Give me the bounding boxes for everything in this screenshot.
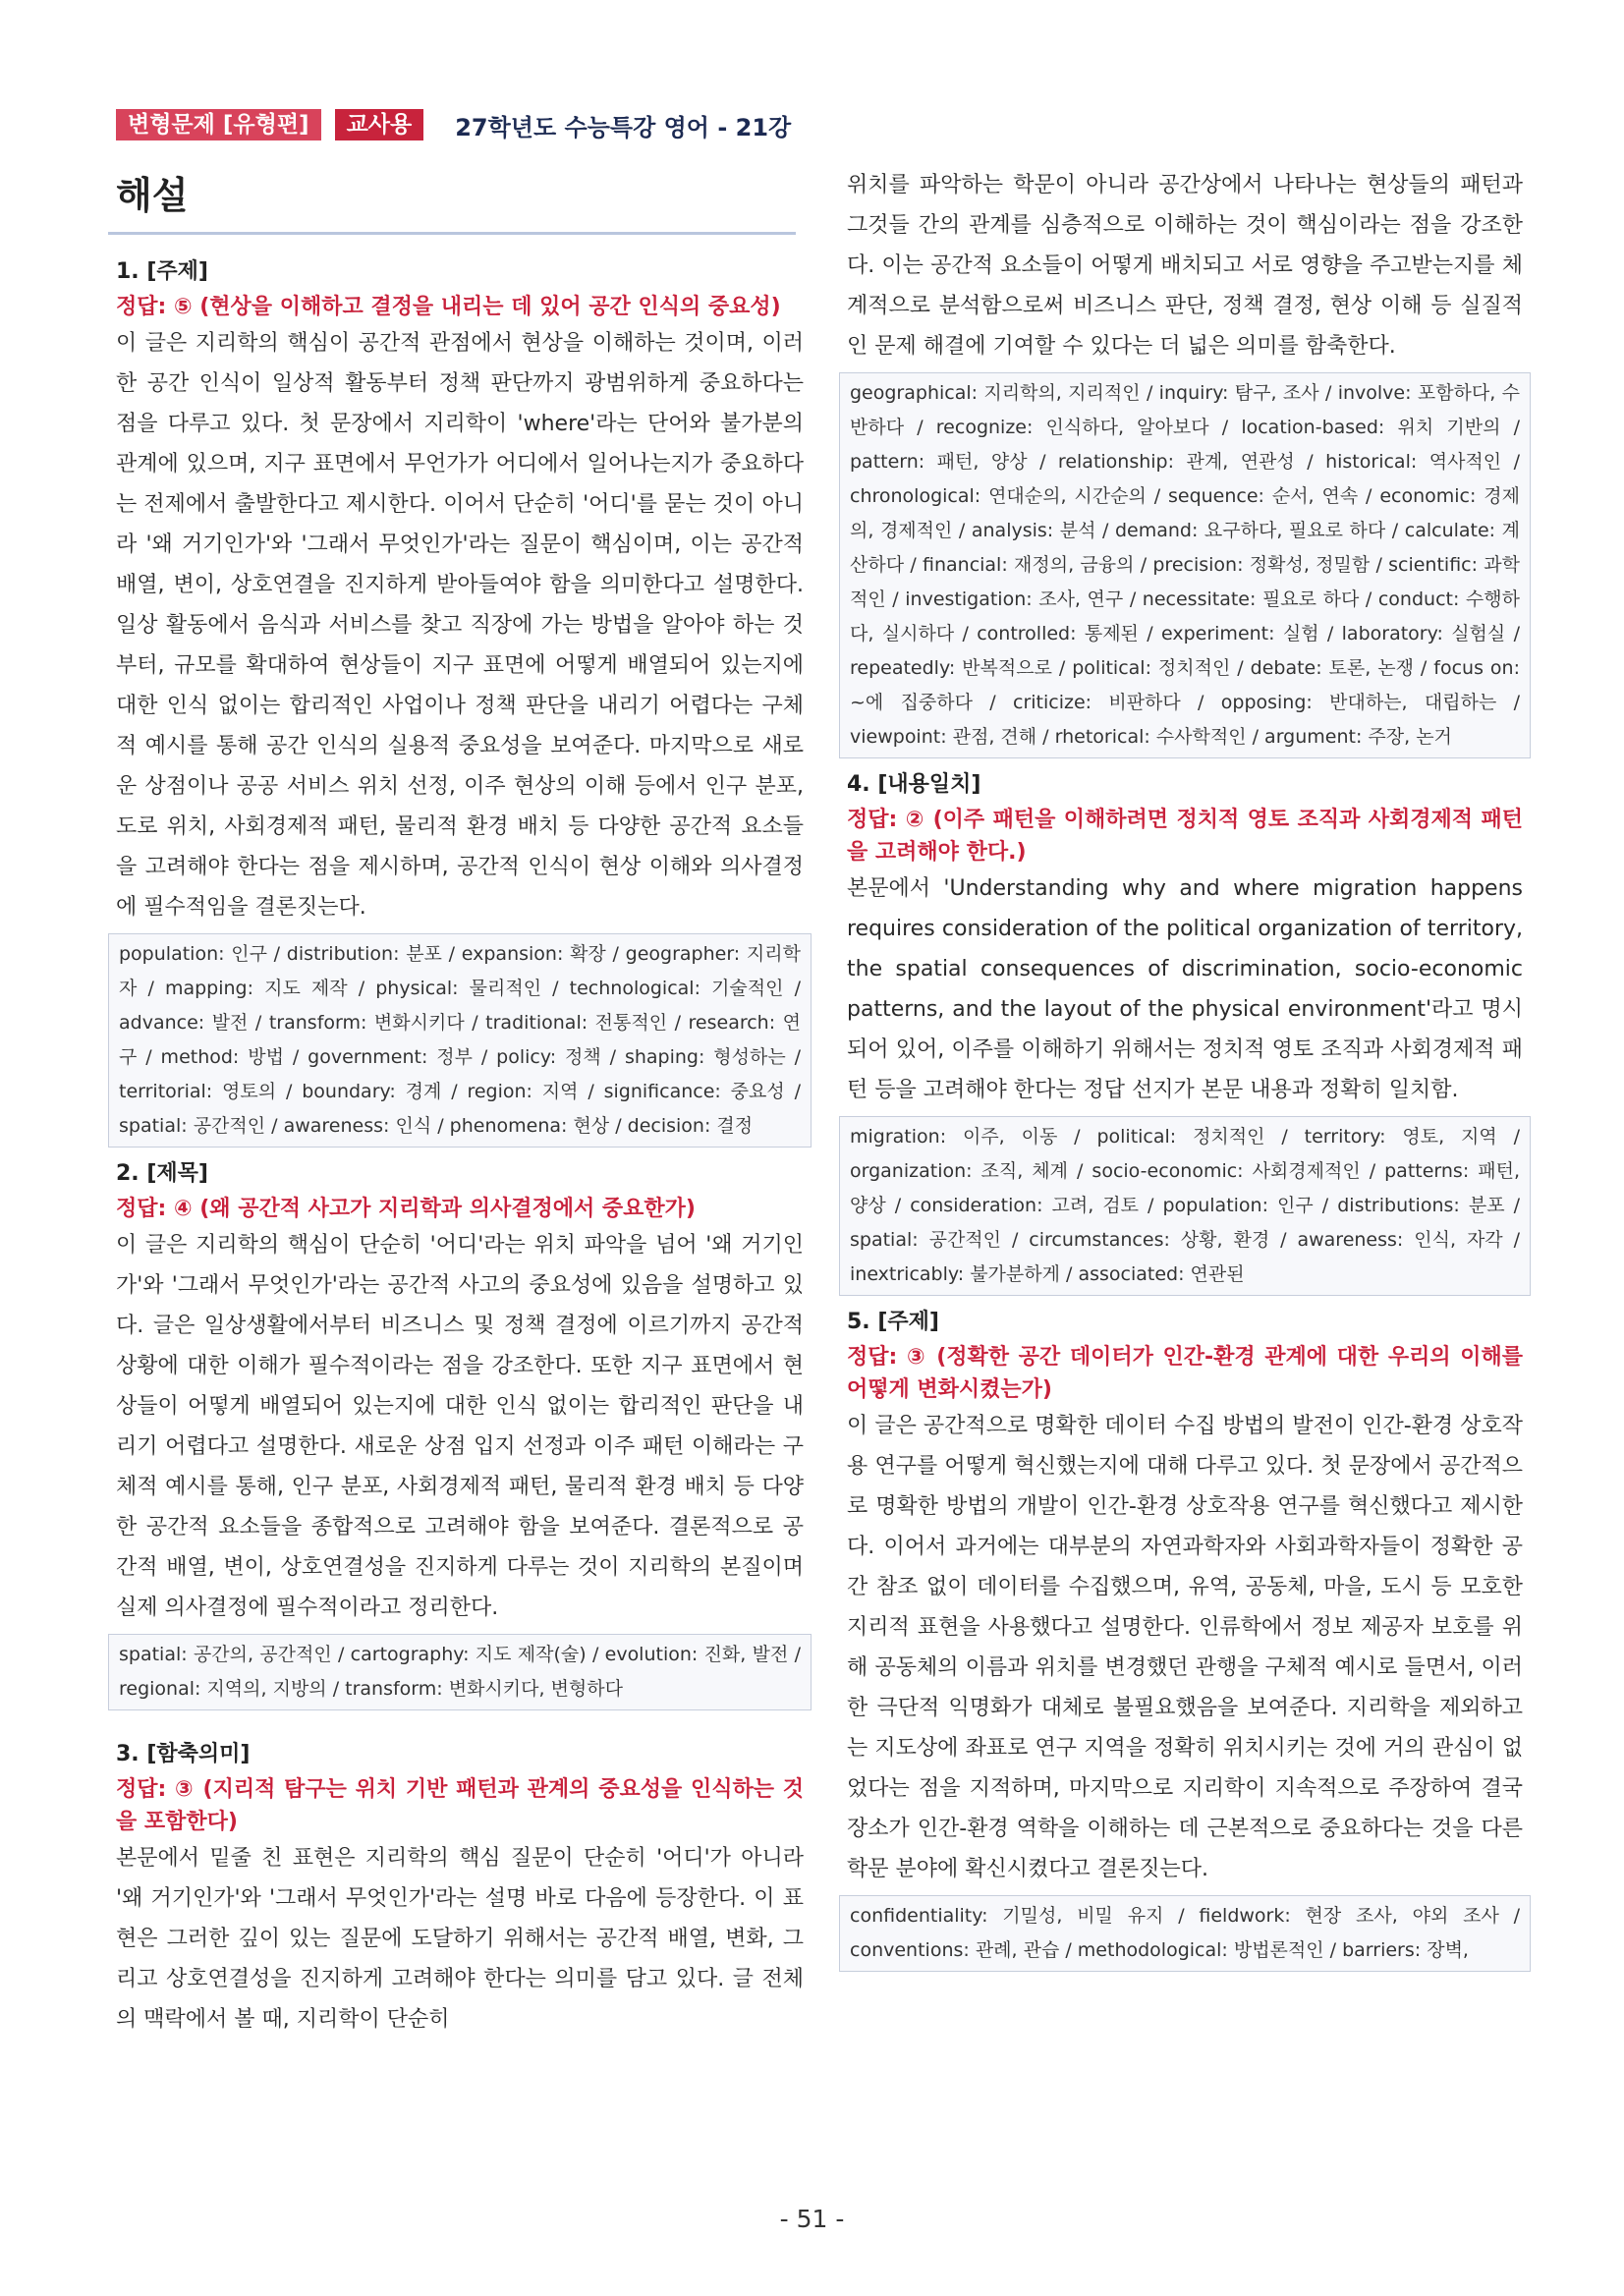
audience-tag: 교사용 — [335, 109, 424, 140]
question-3-heading: 3. [함축의미] — [116, 1742, 251, 1766]
question-1-answer: 정답: ⑤ (현상을 이해하고 결정을 내리는 데 있어 공간 인식의 중요성) — [116, 295, 781, 319]
question-5-explanation: 이 글은 공간적으로 명확한 데이터 수집 방법의 발전이 인간-환경 상호작용 연구를 어떻게 혁신했는지에 대해 다루고 있다. 첫 문장에서 공간적으로 명확한 방법의 개발이 인간-환경 상호작용 연구를 혁신했다고 제시한다. 이어서 과거에는 대부분의 자연과학자와 사회과학자들이 정확한 공간 참조 없이 데이터를 수집했으며, 유역, 공동체, 마을, 도시 등 모호한 지리적 표현을 사용했다고 설명한다. 인류학에서 정보 제공자 보호를 위해 공동체의 이름과 위치를 변경했던 관행을 구체적 예시로 들면서, 이러한 극단적 익명화가 대체로 불필요했음을 보여준다. 지리학을 제외하고는 지도상에 좌표로 연구 지역을 정확히 위치시키는 것에 거의 관심이 없었다는 점을 지적하며, 마지막으로 지리학이 지속적으로 주장하여 결국 장소가 인간-환경 역학을 이해하는 데 근본적으로 중요하다는 것을 다른 학문 분야에 확신시켰다고 결론짓는다. — [847, 1414, 1523, 1881]
right-column — [847, 165, 1523, 1982]
question-2-heading: 2. [제목] — [116, 1161, 208, 1186]
question-5 — [847, 1306, 1523, 1972]
question-4-vocab-box: migration: 이주, 이동 / political: 정치적인 / territory: 영토, 지역 / organization: 조직, 체계 / socio-economic: 사회경제적인 / patterns: 패턴, 양상 / consideration: 고려, 검토 / population: 인구 / distributions: 분포 / spatial: 공간적인 / circumstances: 상황, 환경 / awareness: 인식, 자각 / inextricably: 불가분하게 / associated: 연관된 — [839, 1116, 1531, 1296]
section-title: 해설 — [116, 174, 189, 217]
question-3-explanation-part2: 위치를 파악하는 학문이 아니라 공간상에서 나타나는 현상들의 패턴과 그것들 간의 관계를 심층적으로 이해하는 것이 핵심이라는 점을 강조한다. 이는 공간적 요소들이 어떻게 배치되고 서로 영향을 주고받는지를 체계적으로 분석함으로써 비즈니스 판단, 정책 결정, 현상 이해 등 실질적인 문제 해결에 기여할 수 있다는 더 넓은 의미를 함축한다. — [847, 173, 1523, 359]
question-5-answer: 정답: ③ (정확한 공간 데이터가 인간-환경 관계에 대한 우리의 이해를 어떻게 변화시켰는가) — [847, 1345, 1523, 1402]
question-4-explanation: 본문에서 'Understanding why and where migration happens requires consideration of the political organization of territory, the spatial consequences of discrimination, socio-economic patterns, and the layout of the physical environment'라고 명시되어 있어, 이주를 이해하기 위해서는 정치적 영토 조직과 사회경제적 패턴 등을 고려해야 한다는 정답 선지가 본문 내용과 정확히 일치함. — [847, 876, 1523, 1102]
header-title: 27학년도 수능특강 영어 - 21강 — [455, 113, 792, 141]
question-3 — [116, 1738, 804, 2040]
question-3-explanation-part1: 본문에서 밑줄 친 표현은 지리학의 핵심 질문이 단순히 '어디'가 아니라 '왜 거기인가'와 '그래서 무엇인가'라는 설명 바로 다음에 등장한다. 이 표현은 그러한 깊이 있는 질문에 도달하기 위해서는 공간적 배열, 변화, 그리고 상호연결성을 진지하게 고려해야 한다는 의미를 담고 있다. 글 전체의 맥락에서 볼 때, 지리학이 단순히 — [116, 1846, 804, 2032]
question-4-answer: 정답: ② (이주 패턴을 이해하려면 정치적 영토 조직과 사회경제적 패턴을 고려해야 한다.) — [847, 808, 1523, 865]
question-3-vocab-box: geographical: 지리학의, 지리적인 / inquiry: 탐구, 조사 / involve: 포함하다, 수반하다 / recognize: 인식하다, 알아보다 / location-based: 위치 기반의 / pattern: 패턴, 양상 / relationship: 관계, 연관성 / historical: 역사적인 / chronological: 연대순의, 시간순의 / sequence: 순서, 연속 / economic: 경제의, 경제적인 / analysis: 분석 / demand: 요구하다, 필요로 하다 / calculate: 계산하다 / financial: 재정의, 금융의 / precision: 정확성, 정밀함 / scientific: 과학적인 / investigation: 조사, 연구 / necessitate: 필요로 하다 / conduct: 수행하다, 실시하다 / controlled: 통제된 / experiment: 실험 / laboratory: 실험실 / repeatedly: 반복적으로 / political: 정치적인 / debate: 토론, 논쟁 / focus on: ~에 집중하다 / criticize: 비판하다 / opposing: 반대하는, 대립하는 / viewpoint: 관점, 견해 / rhetorical: 수사학적인 / argument: 주장, 논거 — [839, 372, 1531, 758]
question-4 — [847, 768, 1523, 1296]
type-tag: 변형문제 [유형편] — [116, 109, 321, 140]
page-number: - 51 - — [779, 2205, 845, 2233]
question-1-heading: 1. [주제] — [116, 259, 208, 284]
question-5-vocab-box: confidentiality: 기밀성, 비밀 유지 / fieldwork: 현장 조사, 야외 조사 / conventions: 관례, 관습 / methodological: 방법론적인 / barriers: 장벽, — [839, 1895, 1531, 1972]
question-2-explanation: 이 글은 지리학의 핵심이 단순히 '어디'라는 위치 파악을 넘어 '왜 거기인가'와 '그래서 무엇인가'라는 공간적 사고의 중요성에 있음을 설명하고 있다. 글은 일상생활에서부터 비즈니스 및 정책 결정에 이르기까지 공간적 상황에 대한 이해가 필수적이라는 점을 강조한다. 또한 지구 표면에서 현상들이 어떻게 배열되어 있는지에 대한 인식 없이는 합리적인 판단을 내리기 어렵다고 설명한다. 새로운 상점 입지 선정과 이주 패턴 이해라는 구체적 예시를 통해, 인구 분포, 사회경제적 패턴, 물리적 환경 배치 등 다양한 공간적 요소들을 종합적으로 고려해야 함을 보여준다. 결론적으로 공간적 배열, 변이, 상호연결성을 진지하게 다루는 것이 지리학의 본질이며 실제 의사결정에 필수적이라고 정리한다. — [116, 1233, 804, 1620]
question-2-vocab-box: spatial: 공간의, 공간적인 / cartography: 지도 제작(술) / evolution: 진화, 발전 / regional: 지역의, 지방의 / transform: 변화시키다, 변형하다 — [108, 1634, 812, 1710]
question-3-answer: 정답: ③ (지리적 탐구는 위치 기반 패턴과 관계의 중요성을 인식하는 것을 포함한다) — [116, 1777, 804, 1834]
question-5-heading: 5. [주제] — [847, 1310, 939, 1334]
page-header — [116, 108, 791, 141]
question-1 — [116, 255, 804, 1148]
question-1-explanation: 이 글은 지리학의 핵심이 공간적 관점에서 현상을 이해하는 것이며, 이러한 공간 인식이 일상적 활동부터 정책 판단까지 광범위하게 중요하다는 점을 다루고 있다. 첫 문장에서 지리학이 'where'라는 단어와 불가분의 관계에 있으며, 지구 표면에서 무언가가 어디에서 일어나는지가 중요하다는 전제에서 출발한다고 제시한다. 이어서 단순히 '어디'를 묻는 것이 아니라 '왜 거기인가'와 '그래서 무엇인가'라는 질문이 핵심이며, 이는 공간적 배열, 변이, 상호연결을 진지하게 받아들여야 함을 의미한다고 설명한다. 일상 활동에서 음식과 서비스를 찾고 직장에 가는 방법을 알아야 하는 것부터, 규모를 확대하여 현상들이 지구 표면에 어떻게 배열되어 있는지에 대한 인식 없이는 합리적인 사업이나 정책 판단을 내리기 어렵다는 구체적 예시를 통해 공간 인식의 실용적 중요성을 보여준다. 마지막으로 새로운 상점이나 공공 서비스 위치 선정, 이주 현상의 이해 등에서 인구 분포, 도로 위치, 사회경제적 패턴, 물리적 환경 배치 등 다양한 공간적 요소들을 고려해야 한다는 점을 제시하며, 공간적 인식이 현상 이해와 의사결정에 필수적임을 결론짓는다. — [116, 331, 804, 920]
question-4-heading: 4. [내용일치] — [847, 772, 981, 797]
question-1-vocab-box: population: 인구 / distribution: 분포 / expansion: 확장 / geographer: 지리학자 / mapping: 지도 제작 / physical: 물리적인 / technological: 기술적인 / advance: 발전 / transform: 변화시키다 / traditional: 전통적인 / research: 연구 / method: 방법 / government: 정부 / policy: 정책 / shaping: 형성하는 / territorial: 영토의 / boundary: 경계 / region: 지역 / significance: 중요성 / spatial: 공간적인 / awareness: 인식 / phenomena: 현상 / decision: 결정 — [108, 933, 812, 1148]
left-column — [116, 252, 804, 2040]
question-2 — [116, 1157, 804, 1710]
question-2-answer: 정답: ④ (왜 공간적 사고가 지리학과 의사결정에서 중요한가) — [116, 1197, 696, 1221]
title-divider — [108, 232, 796, 235]
